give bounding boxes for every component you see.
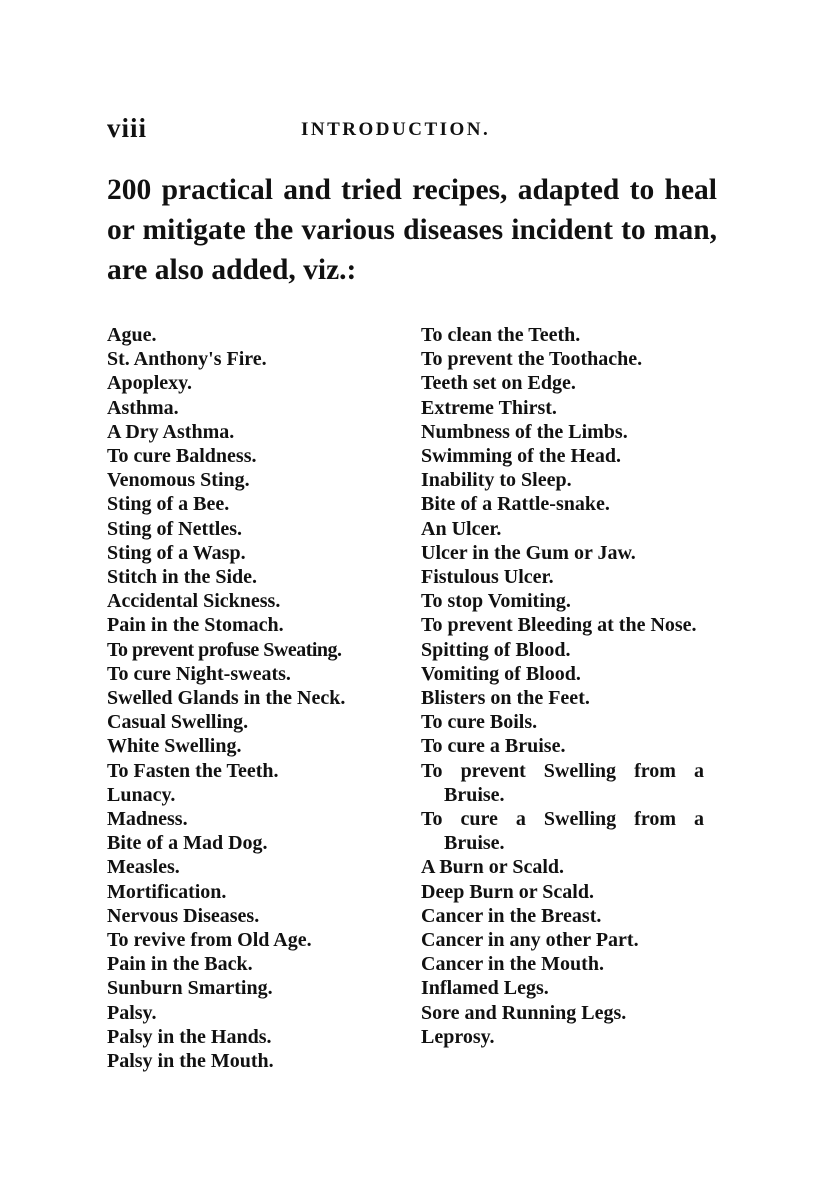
recipe-item: Vomiting of Blood. (421, 662, 581, 685)
recipe-item: Pain in the Stomach. (107, 614, 284, 637)
recipe-item: Venomous Sting. (107, 469, 250, 492)
recipe-item: Swelled Glands in the Neck. (107, 687, 346, 710)
recipe-item: Nervous Diseases. (107, 904, 260, 927)
recipe-item: Palsy in the Hands. (107, 1025, 272, 1048)
recipe-item: To prevent Bleeding at the Nose. (421, 614, 697, 637)
recipe-item: Numbness of the Limbs. (421, 420, 628, 443)
recipe-item: Stitch in the Side. (107, 566, 258, 589)
recipe-item: Spitting of Blood. (421, 638, 571, 661)
recipe-item: Sunburn Smarting. (107, 977, 273, 1000)
recipe-item: Ulcer in the Gum or Jaw. (421, 541, 636, 564)
recipe-item: Apoplexy. (107, 372, 193, 395)
recipe-item: Palsy in the Mouth. (107, 1050, 274, 1073)
recipe-item: To revive from Old Age. (107, 929, 312, 952)
recipe-item: St. Anthony's Fire. (107, 348, 267, 371)
recipe-item: Madness. (107, 808, 188, 831)
recipe-item: Sting of a Bee. (107, 493, 230, 516)
recipe-item: Bite of a Rattle-snake. (421, 493, 610, 516)
recipe-item: A Burn or Scald. (421, 856, 564, 879)
recipe-item: A Dry Asthma. (107, 420, 235, 443)
recipe-list-right (421, 323, 704, 1049)
recipe-item: To stop Vomiting. (421, 590, 571, 613)
recipe-item: Accidental Sickness. (107, 590, 281, 613)
recipe-item: Sore and Running Legs. (421, 1001, 627, 1024)
recipe-item: Lunacy. (107, 783, 176, 806)
recipe-item: Sting of a Wasp. (107, 541, 246, 564)
recipe-item: Mortification. (107, 880, 227, 903)
running-head: INTRODUCTION. (301, 119, 491, 140)
recipe-item: Cancer in the Mouth. (421, 953, 604, 976)
recipe-item: Asthma. (107, 396, 179, 419)
recipe-item: To clean the Teeth. (421, 324, 581, 346)
recipe-item: Sting of Nettles. (107, 517, 242, 540)
recipe-item: To prevent profuse Sweating. (107, 638, 342, 661)
recipe-item: To cure a Swelling from a Bruise. (421, 808, 704, 855)
recipe-item: To Fasten the Teeth. (107, 759, 279, 782)
recipe-item: White Swelling. (107, 735, 242, 758)
recipe-item: To cure Boils. (421, 711, 538, 734)
intro-paragraph: 200 practical and tried recipes, adapted to heal or mitigate the various diseases incident to man, are also added, viz.: (107, 174, 717, 286)
recipe-item: Deep Burn or Scald. (421, 880, 594, 903)
recipe-item: Blisters on the Feet. (421, 687, 590, 710)
page-number: viii (107, 113, 148, 143)
recipe-item: To cure Night-sweats. (107, 662, 291, 685)
recipe-item: Fistulous Ulcer. (421, 566, 554, 589)
recipe-item: To prevent the Toothache. (421, 348, 643, 371)
recipe-item: An Ulcer. (421, 517, 502, 540)
recipe-item: Leprosy. (421, 1025, 495, 1048)
recipe-item: To cure Baldness. (107, 445, 257, 468)
recipe-list-left (107, 323, 407, 1073)
recipe-item: To cure a Bruise. (421, 735, 566, 758)
recipe-item: Inability to Sleep. (421, 469, 572, 492)
page-header (107, 112, 707, 146)
recipe-item: Extreme Thirst. (421, 396, 557, 419)
recipe-item: Measles. (107, 856, 180, 879)
recipe-item: Cancer in the Breast. (421, 904, 602, 927)
recipe-item: Cancer in any other Part. (421, 929, 639, 952)
recipe-item: To prevent Swelling from a Bruise. (421, 759, 704, 806)
recipe-item: Palsy. (107, 1001, 157, 1024)
recipe-item: Ague. (107, 324, 157, 346)
recipe-item: Pain in the Back. (107, 953, 253, 976)
recipe-item: Casual Swelling. (107, 711, 249, 734)
recipe-item: Inflamed Legs. (421, 977, 549, 1000)
recipe-item: Teeth set on Edge. (421, 372, 576, 395)
recipe-item: Swimming of the Head. (421, 445, 621, 468)
recipe-item: Bite of a Mad Dog. (107, 832, 268, 855)
